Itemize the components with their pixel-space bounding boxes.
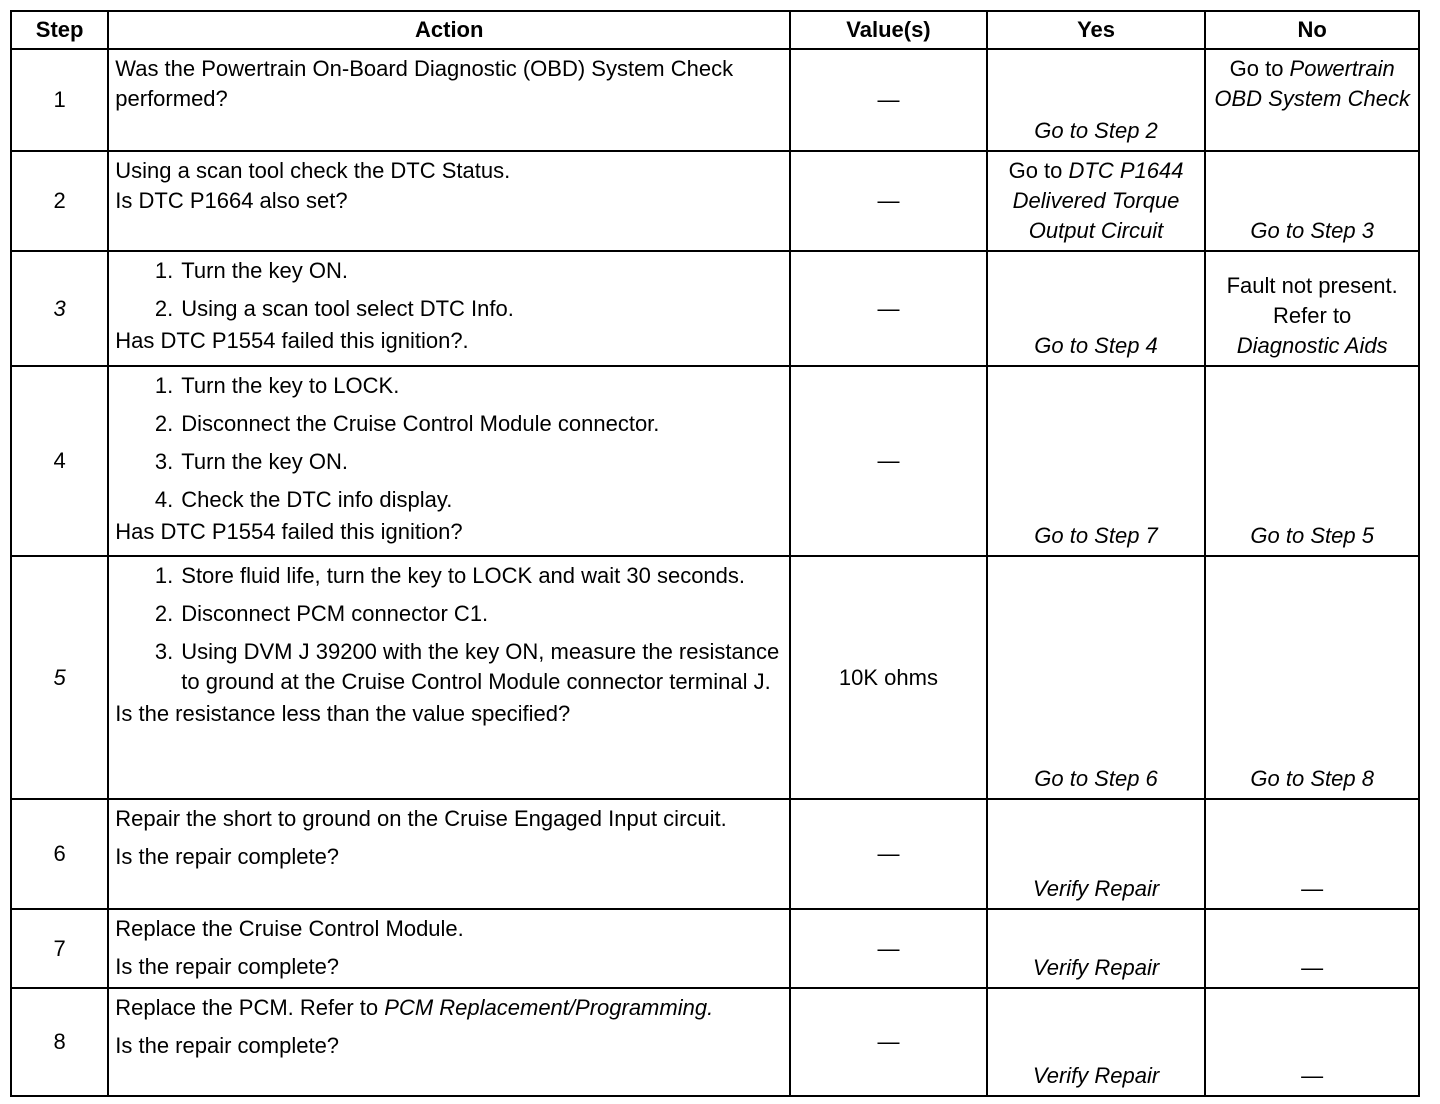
action-step-text: Turn the key ON. bbox=[181, 449, 348, 474]
list-item: 3. Turn the key ON. bbox=[154, 449, 348, 474]
step-number-text: 5 bbox=[53, 664, 66, 690]
no-goto: Go to Step 5 bbox=[1250, 523, 1374, 548]
table-row bbox=[11, 49, 1419, 151]
no-reference: Powertrain OBD System Check bbox=[1214, 56, 1410, 111]
action-question: Is the repair complete? bbox=[115, 844, 340, 869]
yes-cell bbox=[987, 799, 1206, 909]
header-no: No bbox=[1205, 11, 1419, 49]
action-instruction: Using a scan tool check the DTC Status. bbox=[115, 158, 511, 183]
step-number: 2 bbox=[11, 151, 108, 251]
value-cell: — bbox=[790, 988, 987, 1096]
step-number: 7 bbox=[11, 909, 108, 988]
yes-cell bbox=[987, 909, 1206, 988]
value-cell: — bbox=[790, 366, 987, 556]
action-question: Was the Powertrain On-Board Diagnostic (OBD) System Check performed? bbox=[115, 56, 734, 111]
action-step-text: Using a scan tool select DTC Info. bbox=[181, 296, 514, 321]
step-number-text: 3 bbox=[53, 295, 66, 321]
action-step-text: Turn the key ON. bbox=[181, 258, 348, 283]
yes-reference: DTC P1644 Delivered Torque Output Circuit bbox=[1012, 158, 1184, 243]
list-item: 2. Disconnect PCM connector C1. bbox=[154, 601, 489, 626]
table-row bbox=[11, 799, 1419, 909]
list-item: 3. Using DVM J 39200 with the key ON, measure the resistance to ground at the Cruise Control Module connector terminal J. bbox=[154, 639, 780, 694]
value-cell: — bbox=[790, 909, 987, 988]
action-cell bbox=[108, 49, 790, 151]
no-cell: — bbox=[1205, 988, 1419, 1096]
list-item: 2. Disconnect the Cruise Control Module connector. bbox=[154, 411, 660, 436]
no-cell bbox=[1205, 556, 1419, 799]
header-action: Action bbox=[108, 11, 790, 49]
header-step: Step bbox=[11, 11, 108, 49]
value-cell: — bbox=[790, 49, 987, 151]
action-cell bbox=[108, 366, 790, 556]
action-steps-list bbox=[115, 256, 781, 324]
step-number: 1 bbox=[11, 49, 108, 151]
value-cell: — bbox=[790, 251, 987, 366]
step-number bbox=[11, 251, 108, 366]
table-row bbox=[11, 556, 1419, 799]
yes-cell bbox=[987, 556, 1206, 799]
no-goto: Go to Step 8 bbox=[1250, 766, 1374, 791]
no-cell: — bbox=[1205, 799, 1419, 909]
table-row bbox=[11, 909, 1419, 988]
no-goto: Go to Step 3 bbox=[1250, 218, 1374, 243]
yes-goto: Go to Step 6 bbox=[1034, 766, 1158, 791]
no-prefix: Go to bbox=[1229, 56, 1290, 81]
value-cell: — bbox=[790, 799, 987, 909]
action-cell bbox=[108, 988, 790, 1096]
no-refer-text: Refer to bbox=[1273, 303, 1352, 328]
header-row bbox=[11, 11, 1419, 49]
step-number bbox=[11, 556, 108, 799]
action-refer-prefix: Replace the PCM. Refer to bbox=[115, 995, 385, 1020]
yes-cell bbox=[987, 251, 1206, 366]
action-reference: PCM Replacement/Programming. bbox=[384, 995, 714, 1020]
action-question: Has DTC P1554 failed this ignition?. bbox=[115, 328, 469, 353]
yes-goto: Go to Step 7 bbox=[1034, 523, 1158, 548]
action-cell bbox=[108, 799, 790, 909]
action-cell bbox=[108, 251, 790, 366]
action-instruction: Repair the short to ground on the Cruise Engaged Input circuit. bbox=[115, 806, 727, 831]
action-steps-list bbox=[115, 371, 781, 515]
action-question: Is the repair complete? bbox=[115, 1033, 340, 1058]
action-cell bbox=[108, 909, 790, 988]
yes-verify-repair: Verify Repair bbox=[1032, 1063, 1160, 1088]
yes-verify-repair: Verify Repair bbox=[1032, 876, 1160, 901]
yes-verify-repair: Verify Repair bbox=[1032, 955, 1160, 980]
header-yes: Yes bbox=[987, 11, 1206, 49]
table-row bbox=[11, 366, 1419, 556]
no-cell bbox=[1205, 251, 1419, 366]
yes-cell bbox=[987, 151, 1206, 251]
table-row bbox=[11, 251, 1419, 366]
action-step-text: Check the DTC info display. bbox=[181, 487, 453, 512]
action-steps-list bbox=[115, 561, 781, 697]
step-number: 6 bbox=[11, 799, 108, 909]
list-item: 1. Store fluid life, turn the key to LOCK and wait 30 seconds. bbox=[154, 563, 746, 588]
header-values: Value(s) bbox=[790, 11, 987, 49]
no-cell bbox=[1205, 151, 1419, 251]
step-number: 8 bbox=[11, 988, 108, 1096]
action-question: Has DTC P1554 failed this ignition? bbox=[115, 519, 463, 544]
no-fault-text: Fault not present. bbox=[1226, 273, 1398, 298]
diagnostic-table-sheet bbox=[10, 10, 1420, 1097]
no-cell: — bbox=[1205, 909, 1419, 988]
action-step-text: Turn the key to LOCK. bbox=[181, 373, 400, 398]
yes-prefix: Go to bbox=[1008, 158, 1069, 183]
table-row bbox=[11, 151, 1419, 251]
action-step-text: Using DVM J 39200 with the key ON, measure the resistance to ground at the Cruise Control Module connector terminal J. bbox=[181, 639, 780, 694]
yes-cell bbox=[987, 988, 1206, 1096]
action-question: Is DTC P1664 also set? bbox=[115, 188, 348, 213]
action-instruction: Replace the Cruise Control Module. bbox=[115, 916, 464, 941]
diagnostic-table bbox=[10, 10, 1420, 1097]
action-step-text: Store fluid life, turn the key to LOCK and wait 30 seconds. bbox=[181, 563, 746, 588]
action-question: Is the resistance less than the value specified? bbox=[115, 701, 571, 726]
list-item: 4. Check the DTC info display. bbox=[154, 487, 453, 512]
action-step-text: Disconnect PCM connector C1. bbox=[181, 601, 489, 626]
action-cell bbox=[108, 151, 790, 251]
action-question: Is the repair complete? bbox=[115, 954, 340, 979]
action-instruction bbox=[115, 993, 781, 1023]
value-cell: — bbox=[790, 151, 987, 251]
table-row bbox=[11, 988, 1419, 1096]
list-item: 1. Turn the key ON. bbox=[154, 258, 348, 283]
list-item: 2. Using a scan tool select DTC Info. bbox=[154, 296, 514, 321]
yes-cell bbox=[987, 366, 1206, 556]
step-number: 4 bbox=[11, 366, 108, 556]
yes-goto: Go to Step 4 bbox=[1034, 333, 1158, 358]
value-cell: 10K ohms bbox=[790, 556, 987, 799]
no-reference: Diagnostic Aids bbox=[1236, 333, 1388, 358]
no-cell bbox=[1205, 366, 1419, 556]
action-cell bbox=[108, 556, 790, 799]
no-cell bbox=[1205, 49, 1419, 151]
list-item: 1. Turn the key to LOCK. bbox=[154, 373, 400, 398]
action-step-text: Disconnect the Cruise Control Module connector. bbox=[181, 411, 660, 436]
yes-goto: Go to Step 2 bbox=[1034, 118, 1158, 143]
yes-cell bbox=[987, 49, 1206, 151]
